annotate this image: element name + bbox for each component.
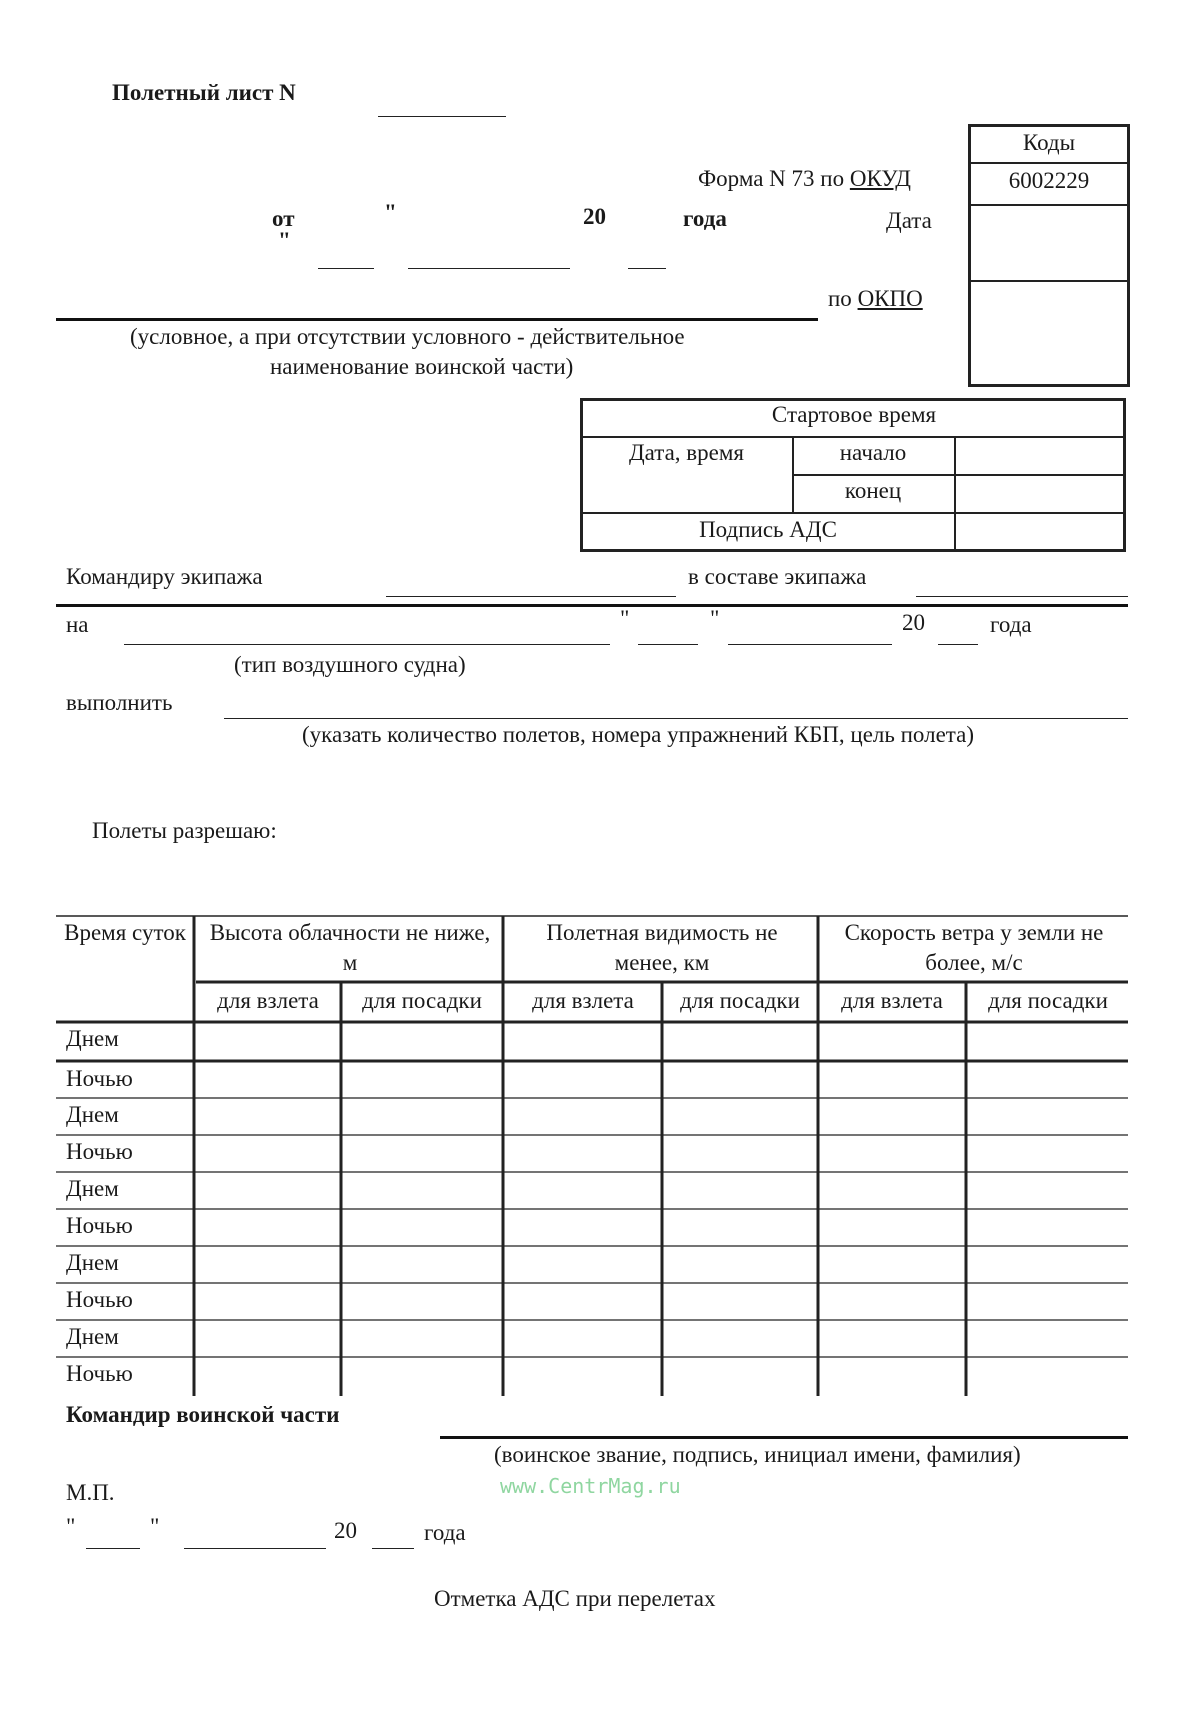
from-label: от (272, 206, 295, 231)
okud-code: 6002229 (1008, 168, 1090, 193)
permission-label: Полеты разрешаю: (92, 818, 277, 843)
sheet-title: Полетный лист N (112, 80, 296, 105)
row-label: Днем (66, 1026, 119, 1051)
footer-day-field[interactable] (86, 1548, 140, 1549)
start-label: начало (839, 440, 907, 465)
crew-label: в составе экипажа (688, 564, 867, 589)
commander-signature-field[interactable] (440, 1436, 1128, 1439)
col-time-header: Время суток (64, 920, 186, 945)
footer-quote-2: " (150, 1514, 160, 1539)
okpo-prefix: по (828, 286, 852, 311)
sub-visibility-landing: для посадки (680, 988, 800, 1013)
row-label: Днем (66, 1324, 119, 1349)
footer-quote-1: " (66, 1514, 76, 1539)
commander-label: Командиру экипажа (66, 564, 263, 589)
signature-caption: (воинское звание, подпись, инициал имени, фамилия) (494, 1442, 1021, 1467)
unit-caption-2: наименование воинской части) (270, 354, 574, 379)
footer-year-field[interactable] (372, 1548, 414, 1549)
row-label: Днем (66, 1102, 119, 1127)
crew-year-suffix: года (990, 612, 1032, 637)
unit-commander-label: Командир воинской части (66, 1402, 340, 1427)
row-label: Ночью (66, 1139, 133, 1164)
date-time-label: Дата, время (628, 440, 745, 465)
ads-mark-label: Отметка АДС при перелетах (434, 1586, 716, 1611)
perform-label: выполнить (66, 690, 173, 715)
form-number-label: Форма N 73 по (698, 166, 845, 191)
col-wind-header: Скорость ветра у земли не более, м/с (844, 920, 1104, 975)
year-prefix: 20 (583, 204, 606, 229)
quote-2: " (710, 606, 720, 631)
row-label: Ночью (66, 1213, 133, 1238)
stamp-label: М.П. (66, 1480, 115, 1505)
sub-visibility-takeoff: для взлета (532, 988, 634, 1013)
codes-title: Коды (1022, 130, 1076, 155)
okpo-label: ОКПО (857, 286, 923, 311)
quote-1: " (620, 606, 630, 631)
okud-label: ОКУД (849, 166, 911, 191)
sub-cloud-landing: для посадки (362, 988, 482, 1013)
crew-year-prefix: 20 (902, 610, 925, 635)
footer-year-prefix: 20 (334, 1518, 357, 1543)
ads-sign-label: Подпись АДС (699, 517, 837, 542)
row-label: Ночью (66, 1361, 133, 1386)
watermark: www.CentrMag.ru (500, 1474, 681, 1498)
row-label: Ночью (66, 1066, 133, 1091)
footer-year-suffix: года (424, 1520, 466, 1545)
start-time-title: Стартовое время (771, 402, 937, 427)
end-label: конец (844, 478, 902, 503)
col-cloud-header: Высота облачности не ниже, м (209, 920, 491, 975)
sub-cloud-takeoff: для взлета (217, 988, 319, 1013)
col-visibility-header: Полетная видимость не менее, км (546, 920, 778, 975)
quote-close: " (278, 228, 291, 253)
row-label: Днем (66, 1176, 119, 1201)
date-label: Дата (886, 208, 932, 233)
on-label: на (66, 612, 89, 637)
aircraft-caption: (тип воздушного судна) (234, 652, 466, 677)
unit-caption-1: (условное, а при отсутствии условного - действительное (130, 324, 685, 349)
quote-open: " (384, 200, 397, 225)
row-label: Ночью (66, 1287, 133, 1312)
sub-wind-landing: для посадки (988, 988, 1108, 1013)
sub-wind-takeoff: для взлета (841, 988, 943, 1013)
perform-caption: (указать количество полетов, номера упражнений КБП, цель полета) (302, 722, 975, 747)
footer-month-field[interactable] (184, 1548, 326, 1549)
row-label: Днем (66, 1250, 119, 1275)
year-suffix: года (683, 206, 727, 231)
